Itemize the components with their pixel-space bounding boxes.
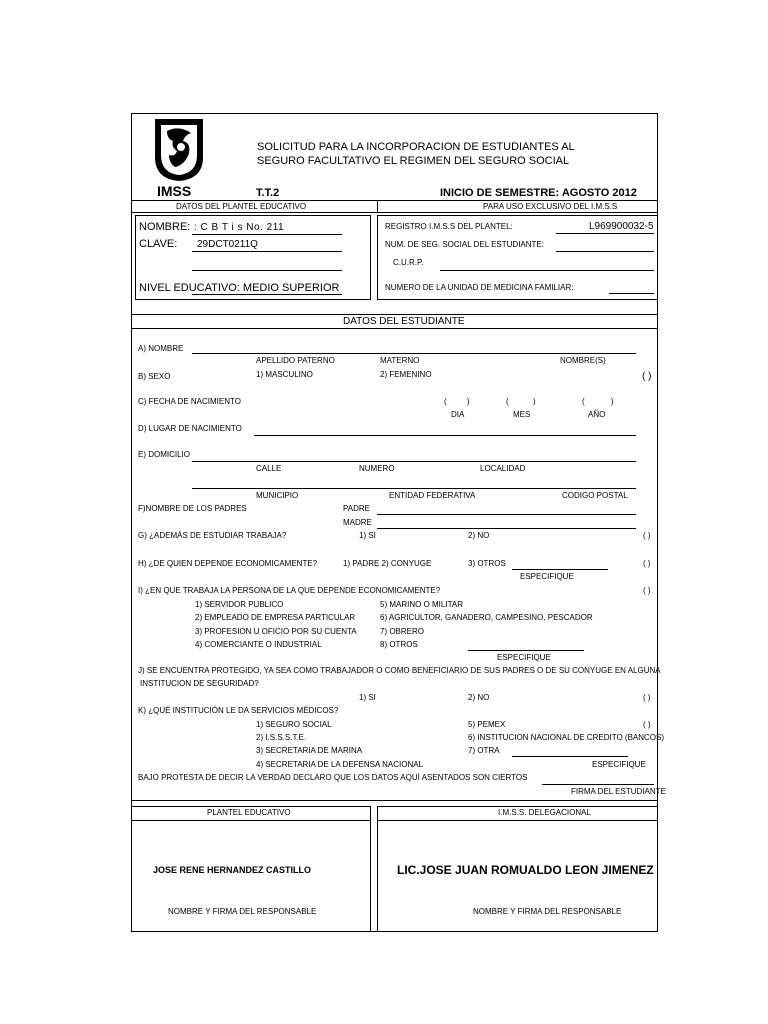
nivel-educativo: NIVEL EDUCATIVO: MEDIO SUPERIOR (139, 282, 340, 294)
registro-label: REGISTRO I.M.S.S DEL PLANTEL: (385, 222, 513, 231)
g-trabajo-label: G) ¿ADEMÁS DE ESTUDIAR TRABAJA? (138, 531, 287, 540)
i-option-1[interactable]: 1) SERVIDOR PUBLICO (195, 600, 284, 609)
mes-open: ( (506, 397, 509, 406)
imss-title: I.M.S.S. DELEGACIONAL (498, 808, 591, 817)
j-line1: J) SE ENCUENTRA PROTEGIDO, YA SEA COMO TRABAJADOR O COMO BENEFICIARIO DE SUS PADRES O DE SU CONYUGE EN ALGUNA (138, 666, 661, 675)
anio-close: ) (611, 397, 614, 406)
h-depende-label: H) ¿DE QUIEN DEPENDE ECONOMICAMENTE? (138, 559, 318, 568)
c-fecha-label: C) FECHA DE NACIMIENTO (138, 397, 241, 406)
k-checkbox[interactable]: ( ) (643, 720, 651, 729)
i-option-2[interactable]: 2) EMPLEADO DE EMPRESA PARTICULAR (195, 613, 356, 622)
f-padres-label: F)NOMBRE DE LOS PADRES (138, 504, 247, 513)
plantel-responsable-name: JOSE RENE HERNANDEZ CASTILLO (153, 865, 312, 875)
nombres-label: NOMBRE(S) (560, 356, 606, 365)
i-trabaja-label: I) ¿EN QUE TRABAJA LA PERSONA DE LA QUE DEPENDE ECONOMICAMENTE? (138, 586, 441, 595)
firma-estudiante-label: FIRMA DEL ESTUDIANTE (571, 787, 666, 796)
anio-label: AÑO (588, 410, 606, 419)
municipio-label: MUNICIPIO (256, 491, 299, 500)
registro-value[interactable]: L969900032-5 (589, 221, 654, 232)
numero-label: NUMERO (359, 464, 395, 473)
k-option-3[interactable]: 3) SECRETARIA DE MARINA (256, 746, 363, 755)
plantel-caption: NOMBRE Y FIRMA DEL RESPONSABLE (168, 907, 317, 916)
nss-label: NUM. DE SEG. SOCIAL DEL ESTUDIANTE: (385, 240, 544, 249)
umf-label: NUMERO DE LA UNIDAD DE MEDICINA FAMILIAR: (385, 283, 574, 292)
j-no-option[interactable]: 2) NO (468, 693, 490, 702)
i-option-5[interactable]: 5) MARINO O MILITAR (380, 600, 463, 609)
imss-logo (151, 117, 207, 183)
calle-label: CALLE (256, 464, 282, 473)
k-option-4[interactable]: 4) SECRETARIA DE LA DEFENSA NACIONAL (256, 760, 424, 769)
semester: INICIO DE SEMESTRE: AGOSTO 2012 (440, 187, 637, 199)
j-checkbox[interactable]: ( ) (643, 693, 651, 702)
sexo-checkbox[interactable]: ( ) (642, 371, 652, 382)
materno-label: MATERNO (380, 356, 420, 365)
logo-text: IMSS (157, 183, 192, 199)
k-option-2[interactable]: 2) I.S.S.S.T.E. (256, 733, 307, 742)
h-options[interactable]: 1) PADRE 2) CONYUGE (343, 559, 432, 568)
b-sexo-label: B) SEXO (138, 372, 171, 381)
plantel-title: PLANTEL EDUCATIVO (207, 808, 291, 817)
k-especifique: ESPECIFIQUE (592, 760, 646, 769)
school-section-title: DATOS DEL PLANTEL EDUCATIVO (176, 202, 307, 211)
h-checkbox[interactable]: ( ) (643, 559, 651, 568)
imss-eagle-icon (151, 117, 207, 183)
localidad-label: LOCALIDAD (480, 464, 526, 473)
k-option-5[interactable]: 5) PEMEX (468, 720, 506, 729)
i-especifique: ESPECIFIQUE (497, 653, 551, 662)
clave-value[interactable]: 29DCT0211Q (197, 239, 258, 250)
codigo-postal-label: CODIGO POSTAL (562, 491, 628, 500)
entidad-label: ENTIDAD FEDERATIVA (389, 491, 476, 500)
dia-close: ) (467, 397, 470, 406)
form-code: T.T.2 (256, 187, 280, 199)
imss-responsable-name: LIC.JOSE JUAN ROMUALDO LEON JIMENEZ (397, 863, 654, 877)
padre-label: PADRE (343, 504, 370, 513)
i-option-6[interactable]: 6) AGRICULTOR, GANADERO, CAMPESINO, PESCADOR (380, 613, 593, 622)
j-line2: INSTITUCION DE SEGURIDAD? (140, 679, 259, 688)
g-checkbox[interactable]: ( ) (643, 531, 651, 540)
i-option-8[interactable]: 8) OTROS (380, 640, 418, 649)
curp-label: C.U.R.P. (393, 258, 424, 267)
i-checkbox[interactable]: ( ) (643, 586, 651, 595)
i-option-7[interactable]: 7) OBRERO (380, 627, 425, 636)
apellido-paterno-label: APELLIDO PATERNO (256, 356, 335, 365)
nombre-value[interactable]: : C B T i s No. 211 (194, 222, 285, 233)
d-lugar-label: D) LUGAR DE NACIMIENTO (138, 424, 242, 433)
h-especifique: ESPECIFIQUE (520, 572, 574, 581)
dia-label: DIA (451, 410, 465, 419)
femenino-option[interactable]: 2) FEMENINO (380, 370, 432, 379)
g-si-option[interactable]: 1) SI (359, 531, 376, 540)
imss-section-title: PARA USO EXCLUSIVO DEL I.M.S.S (483, 202, 618, 211)
k-option-6[interactable]: 6) INSTITUCION NACIONAL DE CREDITO (BANCOS) (468, 733, 665, 742)
g-no-option[interactable]: 2) NO (468, 531, 490, 540)
a-nombre-label: A) NOMBRE (138, 344, 184, 353)
nombre-label: NOMBRE: (139, 221, 191, 233)
form-title-line1: SOLICITUD PARA LA INCORPORACION DE ESTUDIANTES AL (257, 141, 575, 153)
k-option-1[interactable]: 1) SEGURO SOCIAL (256, 720, 332, 729)
i-option-3[interactable]: 3) PROFESION U OFICIO POR SU CUENTA (195, 627, 357, 636)
h-otros-option[interactable]: 3) OTROS (468, 559, 506, 568)
anio-open: ( (582, 397, 585, 406)
k-option-7[interactable]: 7) OTRA (468, 746, 500, 755)
clave-label: CLAVE: (139, 238, 178, 250)
imss-caption: NOMBRE Y FIRMA DEL RESPONSABLE (473, 907, 622, 916)
k-institucion-label: K) ¿QUÉ INSTITUCIÓN LE DA SERVICIOS MÉDICOS? (138, 706, 339, 715)
mes-label: MES (513, 410, 531, 419)
mes-close: ) (533, 397, 536, 406)
dia-open: ( (444, 397, 447, 406)
j-si-option[interactable]: 1) SI (359, 693, 376, 702)
madre-label: MADRE (343, 518, 372, 527)
student-section-title: DATOS DEL ESTUDIANTE (343, 316, 465, 327)
e-domicilio-label: E) DOMICILIO (138, 450, 191, 459)
masculino-option[interactable]: 1) MASCULINO (256, 370, 313, 379)
declaration: BAJO PROTESTA DE DECIR LA VERDAD DECLARO QUE LOS DATOS AQUÍ ASENTADOS SON CIERTOS (138, 773, 528, 782)
form-title-line2: SEGURO FACULTATIVO EL REGIMEN DEL SEGURO SOCIAL (257, 155, 570, 167)
i-option-4[interactable]: 4) COMERCIANTE O INDUSTRIAL (195, 640, 322, 649)
